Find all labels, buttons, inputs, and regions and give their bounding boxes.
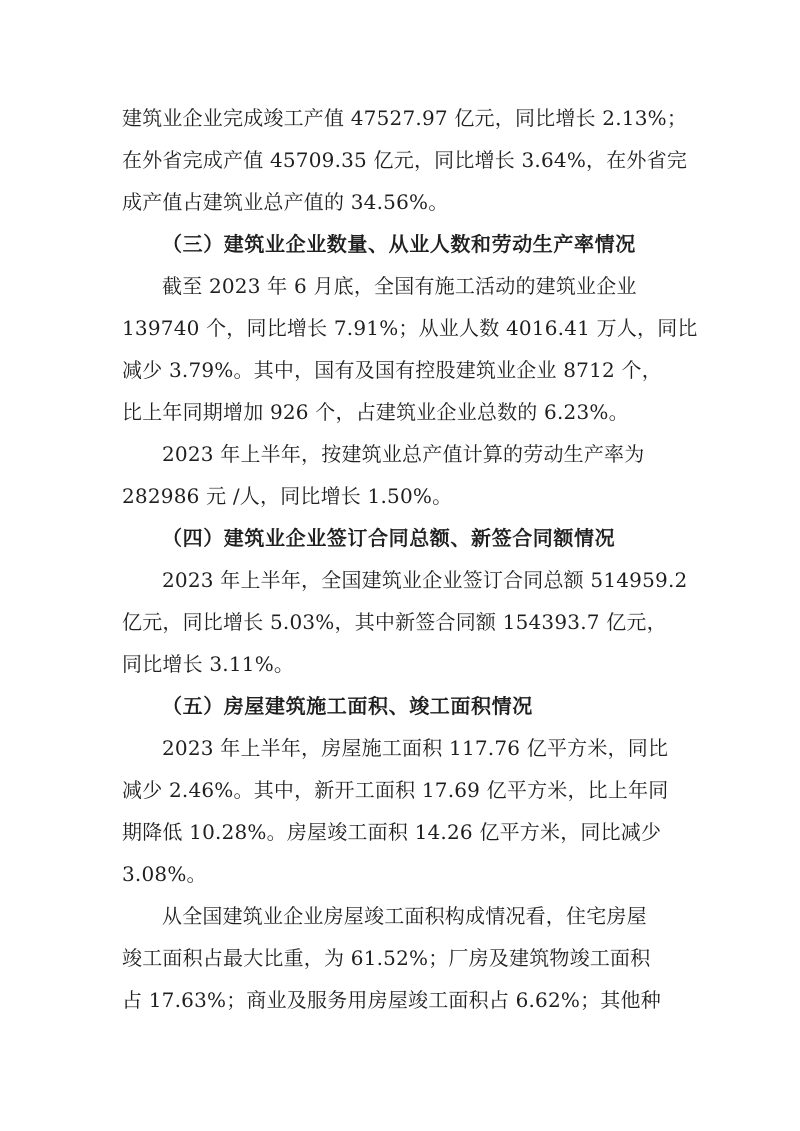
paragraph-line-11: 亿元，同比增长 5.03%，其中新签合同额 154393.7 亿元， <box>122 610 667 634</box>
paragraph-line-18: 竣工面积占最大比重，为 61.52%；厂房及建筑物竣工面积 <box>122 946 651 970</box>
paragraph-line-8: 2023 年上半年，按建筑业总产值计算的劳动生产率为 <box>162 442 645 466</box>
paragraph-line-19: 占 17.63%；商业及服务用房屋竣工面积占 6.62%；其他种 <box>122 988 661 1012</box>
paragraph-line-12: 同比增长 3.11%。 <box>122 652 295 676</box>
paragraph-line-13: 2023 年上半年，房屋施工面积 117.76 亿平方米，同比 <box>162 736 669 760</box>
paragraph-line-4: 截至 2023 年 6 月底，全国有施工活动的建筑业企业 <box>162 274 637 298</box>
section-heading-3: （三）建筑业企业数量、从业人数和劳动生产率情况 <box>162 232 636 256</box>
paragraph-line-9: 282986 元 /人，同比增长 1.50%。 <box>122 484 453 508</box>
paragraph-line-3: 成产值占建筑业总产值的 34.56%。 <box>122 190 449 214</box>
paragraph-line-17: 从全国建筑业企业房屋竣工面积构成情况看，住宅房屋 <box>162 904 647 928</box>
section-heading-5: （五）房屋建筑施工面积、竣工面积情况 <box>162 694 533 718</box>
paragraph-line-15: 期降低 10.28%。房屋竣工面积 14.26 亿平方米，同比减少 <box>122 820 662 844</box>
paragraph-line-5: 139740 个，同比增长 7.91%；从业人数 4016.41 万人，同比 <box>122 316 698 340</box>
section-heading-4: （四）建筑业企业签订合同总额、新签合同额情况 <box>162 526 616 550</box>
paragraph-line-16: 3.08%。 <box>122 862 207 886</box>
paragraph-line-2: 在外省完成产值 45709.35 亿元，同比增长 3.64%，在外省完 <box>122 148 688 172</box>
paragraph-line-6: 减少 3.79%。其中，国有及国有控股建筑业企业 8712 个， <box>122 358 662 382</box>
paragraph-line-1: 建筑业企业完成竣工产值 47527.97 亿元，同比增长 2.13%； <box>122 106 688 130</box>
paragraph-line-10: 2023 年上半年，全国建筑业企业签订合同总额 514959.2 <box>162 568 688 592</box>
paragraph-line-14: 减少 2.46%。其中，新开工面积 17.69 亿平方米，比上年同 <box>122 778 669 802</box>
paragraph-line-7: 比上年同期增加 926 个，占建筑业企业总数的 6.23%。 <box>122 400 629 424</box>
